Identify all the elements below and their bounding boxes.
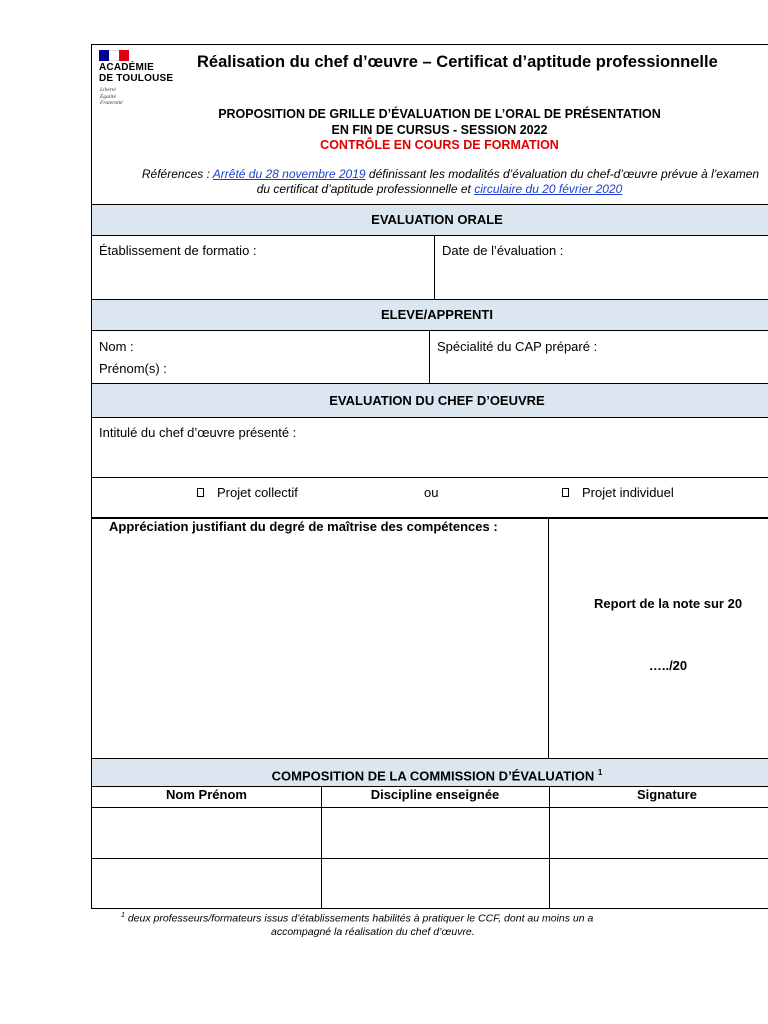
footnote-line2: accompagné la réalisation du chef d’œuvre. (271, 925, 475, 938)
references-line2: du certificat d’aptitude professionnelle et (256, 182, 475, 196)
individuel-label: Projet individuel (582, 485, 674, 500)
col-discipline: Discipline enseignée (370, 787, 500, 802)
subtitle-line1: PROPOSITION DE GRILLE D’ÉVALUATION DE L’ORAL DE PRÉSENTATION (218, 107, 661, 121)
individuel-checkbox[interactable] (562, 488, 569, 497)
marianne-flag-icon (99, 50, 129, 61)
divider (549, 787, 550, 909)
page-title: Réalisation du chef d’œuvre – Certificat d’aptitude professionnelle (197, 53, 718, 71)
divider (434, 235, 435, 300)
footnote-marker: 1 (121, 912, 125, 919)
section-chef-header: EVALUATION DU CHEF D’OEUVRE (92, 383, 768, 418)
ou-label: ou (424, 485, 439, 500)
divider (92, 807, 768, 808)
prenom-label: Prénom(s) : (99, 361, 167, 376)
references-prefix: Références : (141, 167, 213, 181)
etablissement-label: Établissement de formatio : (99, 243, 257, 258)
section-oral-header: EVALUATION ORALE (92, 204, 768, 236)
references-middle: définissant les modalités d’évaluation du chef-d’œuvre prévue à l’examen (365, 167, 760, 181)
section-commission-header (92, 758, 768, 787)
commission-footnote-ref: 1 (597, 768, 603, 777)
divider (92, 477, 768, 478)
appreciation-label: Appréciation justifiant du degré de maîtrise des compétences : (109, 519, 498, 534)
intitule-label: Intitulé du chef d’œuvre présenté : (99, 425, 297, 440)
nom-label: Nom : (99, 339, 134, 354)
collectif-label: Projet collectif (217, 485, 298, 500)
evaluation-form (91, 44, 768, 909)
footnote (0, 909, 768, 939)
academy-logo: ACADÉMIE DE TOULOUSE (99, 62, 174, 84)
col-signature: Signature (637, 787, 697, 802)
divider (321, 787, 322, 909)
footnote-line1: deux professeurs/formateurs issus d’établissements habilités à pratiquer le CCF, dont au moins un a (124, 912, 594, 925)
collectif-checkbox[interactable] (197, 488, 204, 497)
divider (548, 518, 549, 758)
commission-title: COMPOSITION DE LA COMMISSION D’ÉVALUATION (271, 768, 595, 784)
divider (92, 858, 768, 859)
note-field[interactable]: …../20 (648, 658, 688, 673)
divider (429, 330, 430, 384)
subtitle-line3: CONTRÔLE EN COURS DE FORMATION (320, 138, 559, 152)
subtitle-line2: EN FIN DE CURSUS - SESSION 2022 (331, 123, 548, 137)
specialite-label: Spécialité du CAP préparé : (437, 339, 598, 354)
logo-motto: Liberté Égalité Fraternité (100, 87, 123, 106)
report-label: Report de la note sur 20 (593, 596, 743, 611)
arrete-link[interactable]: Arrêté du 28 novembre 2019 (212, 167, 366, 181)
section-eleve-header: ELEVE/APPRENTI (92, 299, 768, 331)
references (92, 167, 768, 197)
circulaire-link[interactable]: circulaire du 20 février 2020 (474, 182, 623, 196)
date-label: Date de l’évaluation : (442, 243, 564, 258)
col-nom-prenom: Nom Prénom (166, 787, 247, 802)
